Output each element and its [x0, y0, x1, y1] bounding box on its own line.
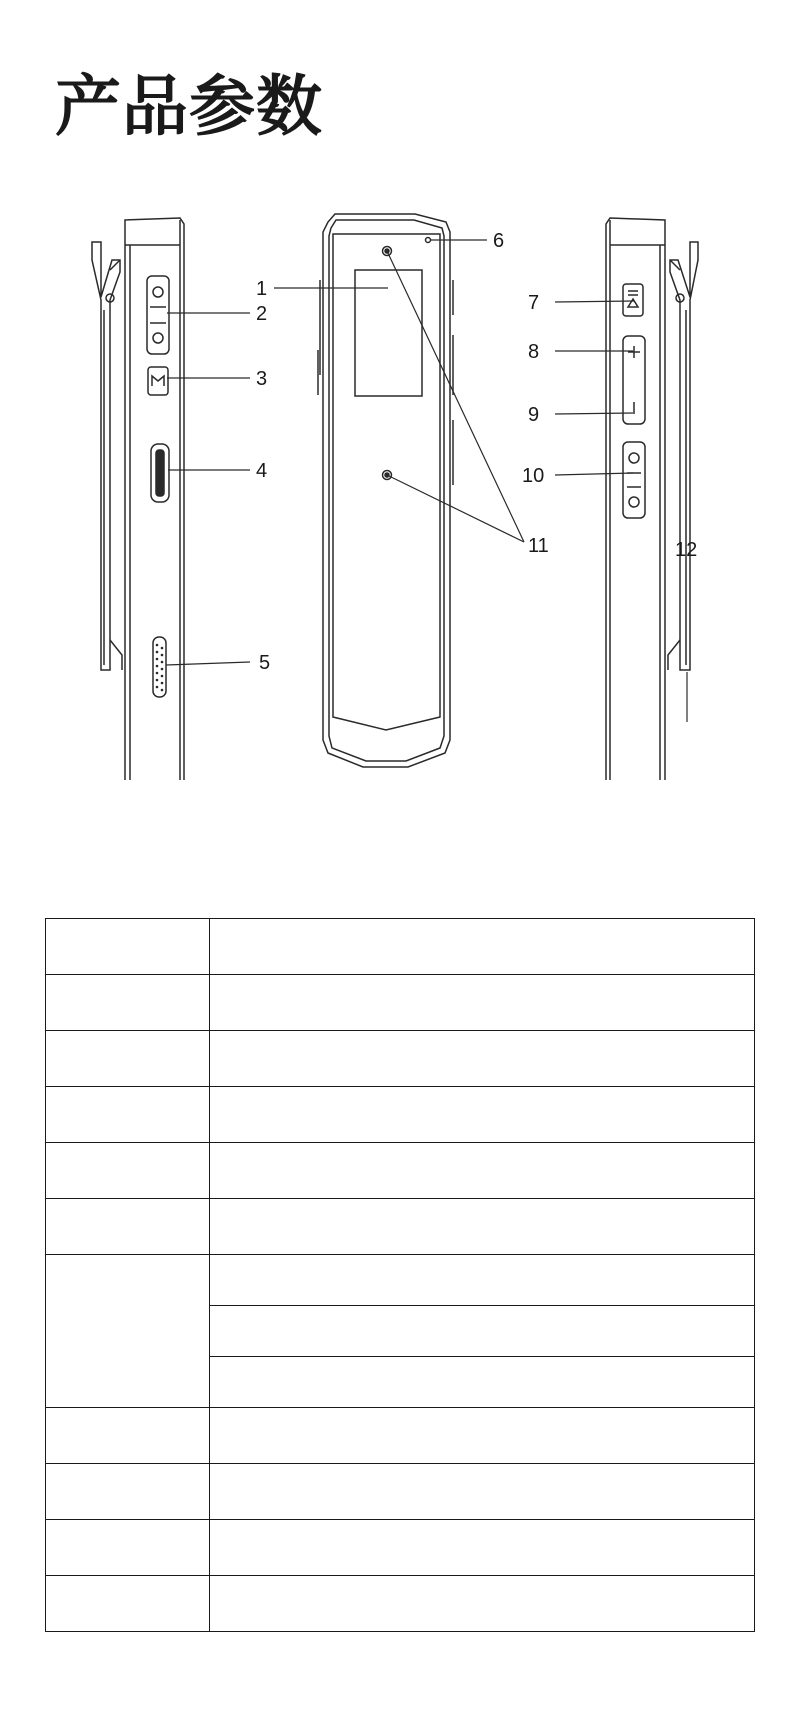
spec-value: [210, 1087, 755, 1143]
callout-6: 6: [493, 230, 505, 252]
product-diagram: [0, 200, 790, 780]
right-side-view: [606, 218, 698, 780]
callout-7: 7: [528, 292, 540, 314]
leader-lines: [166, 240, 687, 722]
table-row: [46, 919, 755, 975]
table-row: [46, 1408, 755, 1464]
table-row: [46, 1143, 755, 1199]
spec-value: [210, 1357, 755, 1408]
table-row: [46, 1576, 755, 1632]
spec-label: [46, 975, 210, 1031]
right-clip: [670, 242, 698, 670]
left-clip: [92, 242, 120, 670]
callout-11: 11: [528, 535, 549, 557]
callout-1: 1: [256, 278, 268, 300]
spec-value: [210, 1408, 755, 1464]
table-row: [46, 1031, 755, 1087]
spec-value: [210, 1464, 755, 1520]
spec-label: [46, 1143, 210, 1199]
spec-value: [210, 1306, 755, 1357]
table-row: [46, 1520, 755, 1576]
page-title: 产品参数: [55, 68, 323, 145]
spec-label: [46, 1199, 210, 1255]
spec-value: [210, 1255, 755, 1306]
table-row: [46, 1199, 755, 1255]
spec-table: [45, 918, 755, 1632]
callout-labels: [256, 230, 697, 674]
table-row: [46, 1464, 755, 1520]
spec-label: [46, 1031, 210, 1087]
front-body-outline: [323, 214, 450, 767]
front-screen: [355, 270, 422, 396]
spec-label: [46, 1520, 210, 1576]
spec-value: [210, 1520, 755, 1576]
callout-4: 4: [256, 460, 268, 482]
spec-value: [210, 1143, 755, 1199]
callout-2: 2: [256, 303, 268, 325]
table-row: [46, 1255, 755, 1306]
spec-value: [210, 919, 755, 975]
left-side-view: [92, 218, 184, 780]
spec-label: [46, 1576, 210, 1632]
callout-8: 8: [528, 341, 540, 363]
callout-3: 3: [256, 368, 268, 390]
spec-label: [46, 1255, 210, 1408]
front-view: [318, 214, 453, 767]
table-row: [46, 975, 755, 1031]
spec-label: [46, 1464, 210, 1520]
spec-value: [210, 975, 755, 1031]
spec-label: [46, 919, 210, 975]
spec-value: [210, 1576, 755, 1632]
callout-10: 10: [522, 465, 545, 487]
spec-value: [210, 1199, 755, 1255]
spec-value: [210, 1031, 755, 1087]
callout-12: 12: [675, 539, 698, 561]
table-row: [46, 1087, 755, 1143]
callout-9: 9: [528, 404, 540, 426]
spec-label: [46, 1408, 210, 1464]
callout-5: 5: [259, 652, 271, 674]
spec-label: [46, 1087, 210, 1143]
